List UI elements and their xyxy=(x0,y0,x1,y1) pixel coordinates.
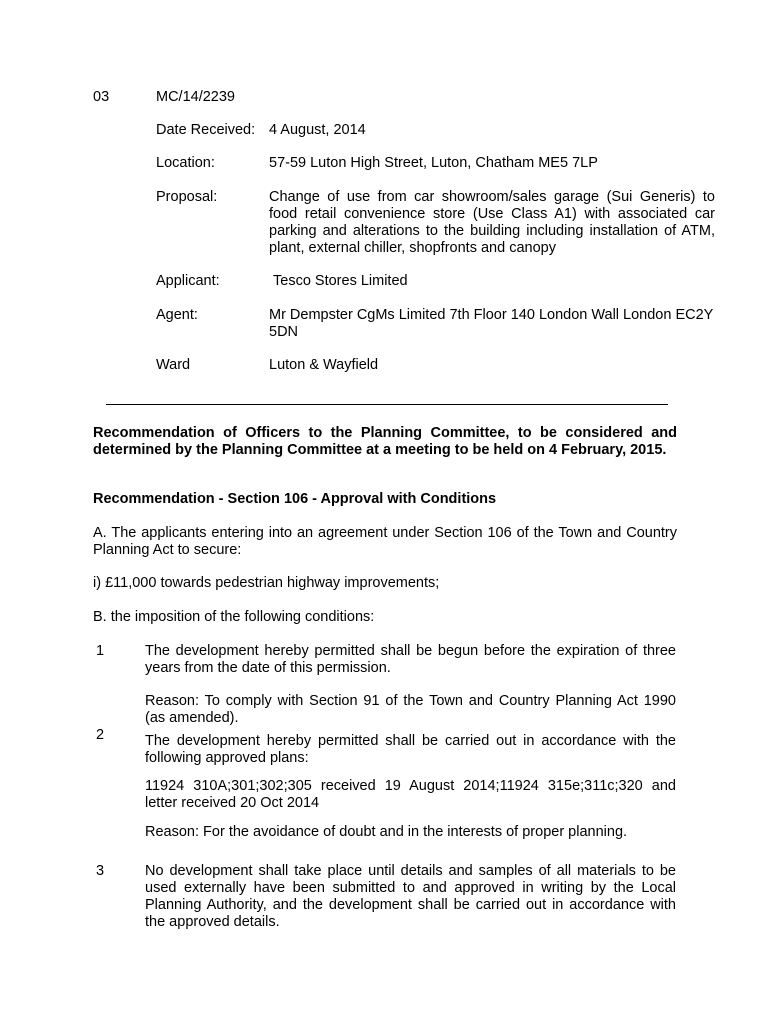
horizontal-divider xyxy=(106,404,668,405)
contribution-item: i) £11,000 towards pedestrian highway improvements; xyxy=(93,575,440,591)
recommendation-heading: Recommendation of Officers to the Planning Committee, to be considered and determined by the Planning Committee at a meeting to be held on 4 February, 2015. xyxy=(93,425,677,458)
date-received-value: 4 August, 2014 xyxy=(269,122,366,138)
condition-1-number: 1 xyxy=(96,643,105,659)
applicant-label: Applicant: xyxy=(156,273,220,289)
condition-3-number: 3 xyxy=(96,863,105,879)
date-received-label: Date Received: xyxy=(156,122,256,138)
location-label: Location: xyxy=(156,155,215,171)
applicant-value: Tesco Stores Limited xyxy=(273,273,408,289)
ward-value: Luton & Wayfield xyxy=(269,357,379,373)
application-reference: MC/14/2239 xyxy=(156,89,235,105)
item-number: 03 xyxy=(93,89,110,105)
ward-label: Ward xyxy=(156,357,191,373)
condition-2-text: The development hereby permitted shall be carried out in accordance with the following approved plans: xyxy=(145,733,676,766)
agent-value: Mr Dempster CgMs Limited 7th Floor 140 London Wall London EC2Y 5DN xyxy=(269,307,714,340)
location-value: 57-59 Luton High Street, Luton, Chatham ME5 7LP xyxy=(269,155,598,171)
condition-2-plans: 11924 310A;301;302;305 received 19 August 2014;11924 315e;311c;320 and letter received 20 Oct 2014 xyxy=(145,778,676,811)
condition-2-reason: Reason: For the avoidance of doubt and in the interests of proper planning. xyxy=(145,824,628,840)
proposal-value: Change of use from car showroom/sales garage (Sui Generis) to food retail convenience store (Use Class A1) with associated car parking and alterations to the building including installation of ATM, plant, external chiller, shopfronts and canopy xyxy=(269,189,715,256)
condition-3-text: No development shall take place until details and samples of all materials to be used externally have been submitted to and approved in writing by the Local Planning Authority, and the development shall be carried out in accordance with the approved details. xyxy=(145,863,676,930)
recommendation-subheading: Recommendation - Section 106 - Approval with Conditions xyxy=(93,491,497,507)
conditions-intro: B. the imposition of the following conditions: xyxy=(93,609,375,625)
condition-1-reason: Reason: To comply with Section 91 of the Town and Country Planning Act 1990 (as amended). xyxy=(145,693,676,726)
condition-2-number: 2 xyxy=(96,727,105,743)
section-106-paragraph: A. The applicants entering into an agreement under Section 106 of the Town and Country Planning Act to secure: xyxy=(93,525,677,558)
condition-1-text: The development hereby permitted shall be begun before the expiration of three years from the date of this permission. xyxy=(145,643,676,676)
proposal-label: Proposal: xyxy=(156,189,218,205)
agent-label: Agent: xyxy=(156,307,198,323)
